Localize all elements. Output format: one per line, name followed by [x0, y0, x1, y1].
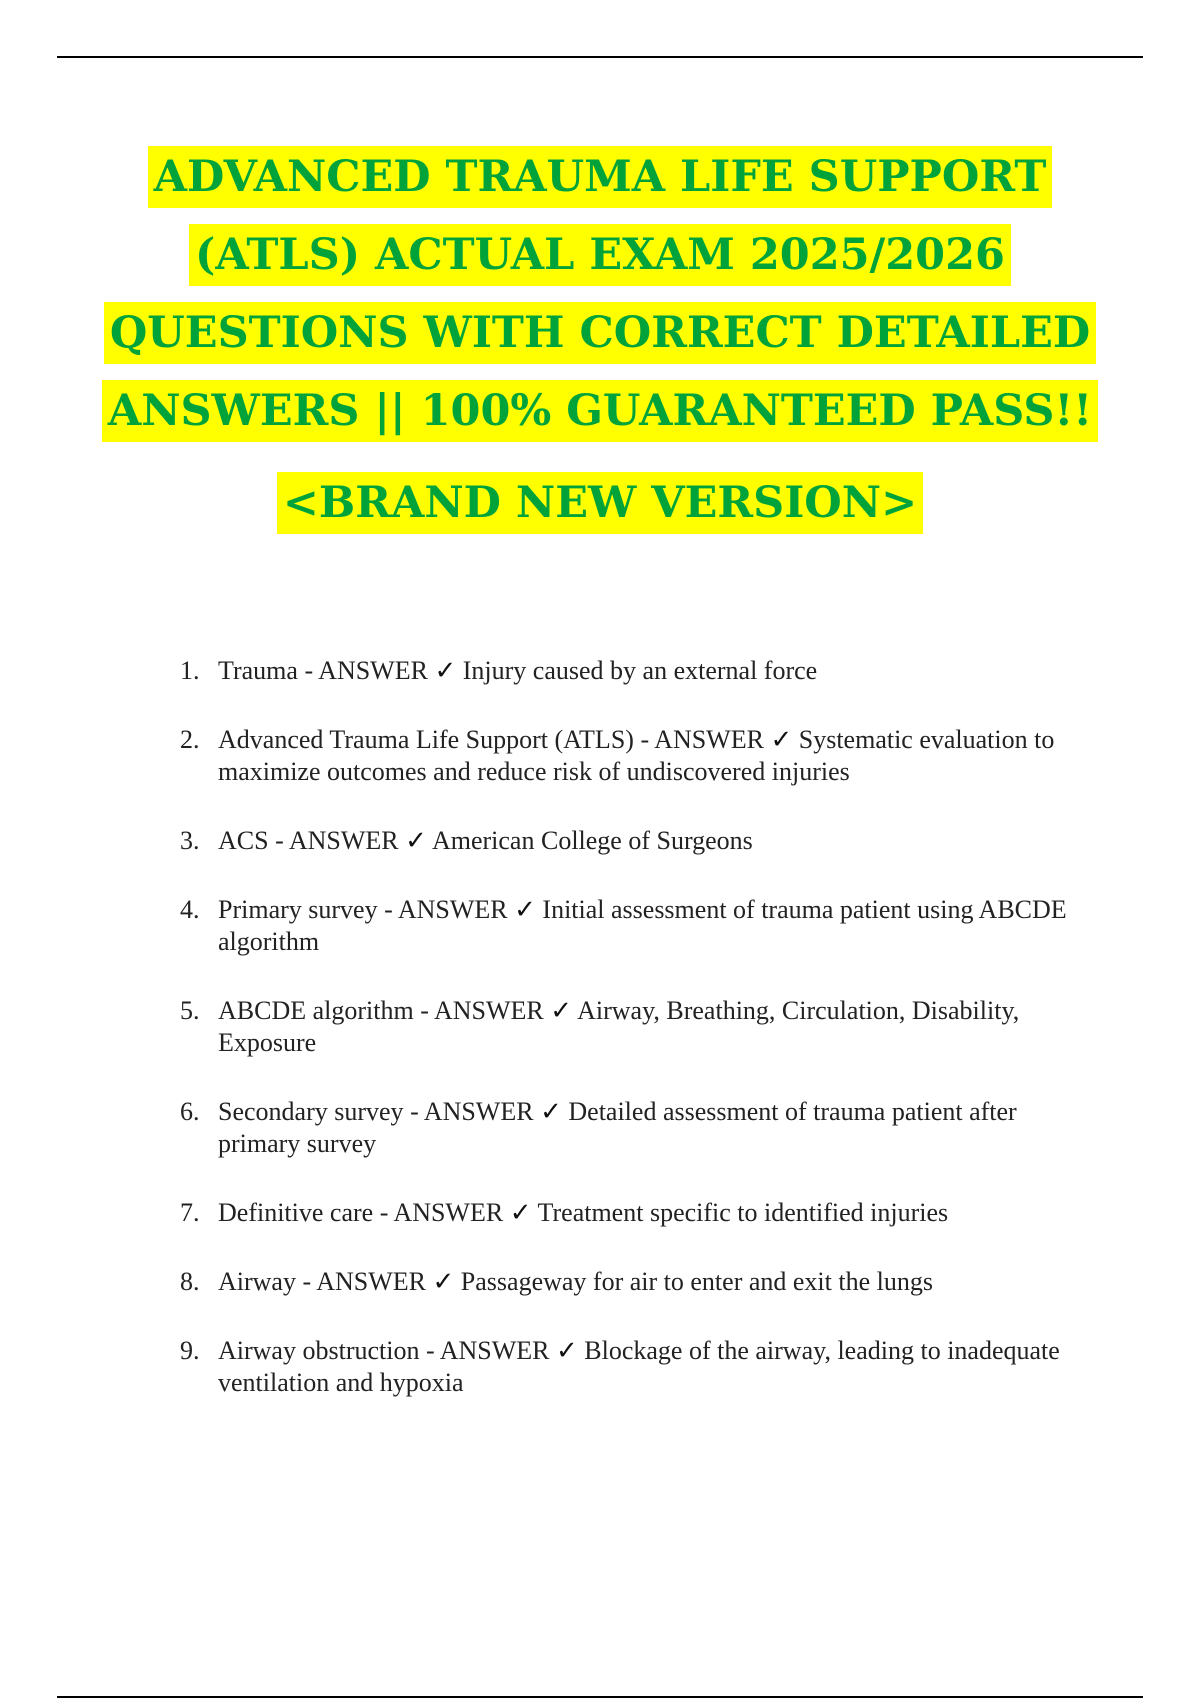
title-text: ADVANCED TRAUMA LIFE SUPPORT — [148, 146, 1053, 208]
item-number: 6. — [180, 1097, 200, 1126]
answer-label: ANSWER — [318, 656, 428, 685]
title-text: ANSWERS || 100% GUARANTEED PASS!! — [102, 380, 1098, 442]
checkmark-icon: ✓ — [550, 996, 573, 1025]
list-item: 1. Trauma - ANSWER ✓ Injury caused by an external force — [180, 656, 818, 685]
item-number: 3. — [180, 826, 200, 855]
answer-label: ANSWER — [439, 1336, 550, 1365]
answer-label: ANSWER — [433, 996, 544, 1025]
item-term: ACS — [218, 826, 269, 855]
checkmark-icon: ✓ — [540, 1097, 562, 1126]
item-number: 2. — [180, 725, 200, 754]
checkmark-icon: ✓ — [509, 1198, 532, 1227]
list-item: 3. ACS - ANSWER ✓ American College of Surgeons — [180, 826, 753, 855]
answer-label: ANSWER — [397, 895, 508, 924]
item-number: 9. — [180, 1336, 200, 1365]
title-line — [0, 146, 1200, 218]
answer-label: ANSWER — [316, 1267, 426, 1296]
checkmark-icon: ✓ — [770, 725, 793, 754]
subtitle-line — [0, 472, 1200, 544]
item-answer: Initial assessment of trauma patient using ABCDE algorithm — [218, 895, 1067, 956]
document-title — [0, 146, 1200, 550]
title-text: (ATLS) ACTUAL EXAM 2025/2026 — [189, 224, 1011, 286]
title-line — [0, 302, 1200, 374]
answer-label: ANSWER — [288, 826, 399, 855]
bottom-rule — [57, 1696, 1143, 1698]
item-term: Definitive care — [218, 1198, 374, 1227]
title-line — [0, 380, 1200, 452]
item-answer: Airway, Breathing, Circulation, Disability, Exposure — [218, 996, 1020, 1057]
item-term: Advanced Trauma Life Support (ATLS) — [218, 725, 634, 754]
title-line — [0, 224, 1200, 296]
item-term: Primary survey — [218, 895, 378, 924]
checkmark-icon: ✓ — [514, 895, 536, 924]
item-answer: Detailed assessment of trauma patient after primary survey — [218, 1097, 1017, 1158]
top-rule — [57, 56, 1143, 58]
checkmark-icon: ✓ — [434, 656, 457, 685]
checkmark-icon: ✓ — [432, 1267, 455, 1296]
checkmark-icon: ✓ — [405, 826, 427, 855]
item-number: 4. — [180, 895, 200, 924]
answer-label: ANSWER — [393, 1198, 504, 1227]
item-term: ABCDE algorithm — [218, 996, 414, 1025]
title-text: QUESTIONS WITH CORRECT DETAILED — [104, 302, 1096, 364]
list-item: 6. Secondary survey - ANSWER ✓ Detailed assessment of trauma patient after primary survey — [180, 1097, 1017, 1158]
list-item: 5. ABCDE algorithm - ANSWER ✓ Airway, Breathing, Circulation, Disability, Exposure — [180, 996, 1020, 1057]
subtitle-text: <BRAND NEW VERSION> — [277, 472, 923, 534]
list-item: 4. Primary survey - ANSWER ✓ Initial assessment of trauma patient using ABCDE algorithm — [180, 895, 1067, 956]
list-item: 8. Airway - ANSWER ✓ Passageway for air to enter and exit the lungs — [180, 1267, 933, 1296]
item-answer: Blockage of the airway, leading to inadequate ventilation and hypoxia — [218, 1336, 1060, 1397]
item-term: Airway — [218, 1267, 296, 1296]
item-term: Trauma — [218, 656, 298, 685]
item-answer: Systematic evaluation to maximize outcomes and reduce risk of undiscovered injuries — [218, 725, 1055, 786]
item-answer: Treatment specific to identified injuries — [537, 1198, 949, 1227]
answer-label: ANSWER — [654, 725, 764, 754]
item-term: Secondary survey — [218, 1097, 404, 1126]
item-number: 5. — [180, 996, 200, 1025]
checkmark-icon: ✓ — [555, 1336, 578, 1365]
item-term: Airway obstruction — [218, 1336, 420, 1365]
list-item: 9. Airway obstruction - ANSWER ✓ Blockage of the airway, leading to inadequate ventilation and hypoxia — [180, 1336, 1060, 1397]
item-number: 1. — [180, 656, 200, 685]
item-answer: American College of Surgeons — [431, 826, 753, 855]
answer-label: ANSWER — [423, 1097, 534, 1126]
list-item: 2. Advanced Trauma Life Support (ATLS) - ANSWER ✓ Systematic evaluation to maximize outcomes and reduce risk of undiscovered injuries — [180, 725, 1055, 786]
list-item: 7. Definitive care - ANSWER ✓ Treatment specific to identified injuries — [180, 1198, 949, 1227]
item-number: 7. — [180, 1198, 200, 1227]
item-answer: Injury caused by an external force — [462, 656, 818, 685]
item-number: 8. — [180, 1267, 200, 1296]
item-answer: Passageway for air to enter and exit the lungs — [460, 1267, 933, 1296]
qa-list — [180, 655, 1100, 1436]
